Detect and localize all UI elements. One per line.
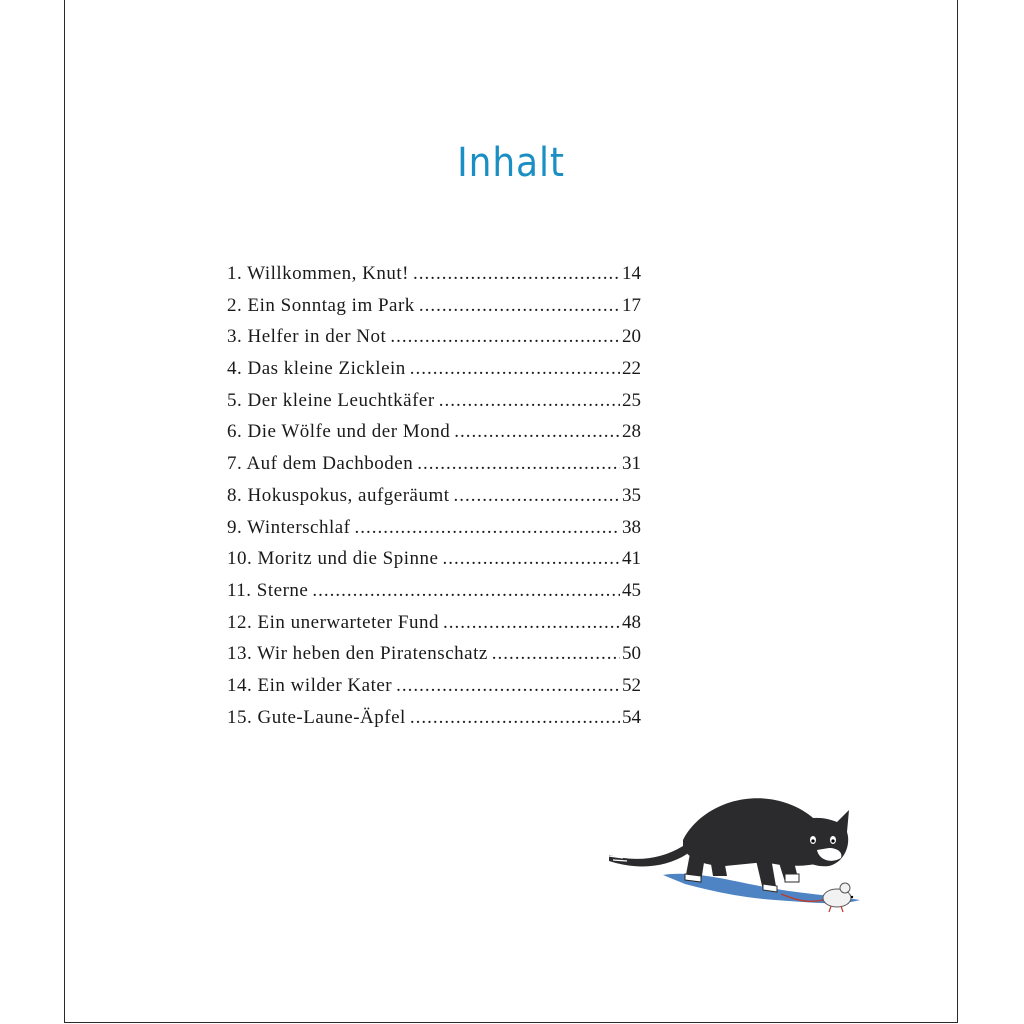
toc-entry <box>227 448 641 480</box>
toc-entry-label: 7. Auf dem Dachboden <box>227 453 414 475</box>
toc-entry-label: 12. Ein unerwarteter Fund <box>227 611 439 633</box>
toc-page-number: 45 <box>622 579 641 601</box>
toc-entry-label: 3. Helfer in der Not <box>227 326 387 348</box>
toc-page-number: 25 <box>622 389 641 411</box>
toc-page-number: 48 <box>622 611 641 633</box>
toc-page-number: 35 <box>622 484 641 506</box>
toc-entry <box>227 258 641 290</box>
toc-entry <box>227 607 641 639</box>
toc-entry <box>227 670 641 702</box>
table-of-contents <box>227 258 641 733</box>
toc-entry-label: 14. Ein wilder Kater <box>227 674 393 696</box>
toc-leader-dots <box>410 353 620 385</box>
toc-entry <box>227 543 641 575</box>
toc-entry-label: 10. Moritz und die Spinne <box>227 548 439 570</box>
page-title: Inhalt <box>457 140 565 186</box>
toc-leader-dots <box>390 321 620 353</box>
toc-leader-dots <box>454 480 620 512</box>
toc-entry-label: 6. Die Wölfe und der Mond <box>227 421 451 443</box>
toc-page-number: 22 <box>622 358 641 380</box>
toc-entry-label: 13. Wir heben den Piratenschatz <box>227 643 488 665</box>
book-page <box>64 0 958 1023</box>
toc-leader-dots <box>442 543 620 575</box>
toc-entry <box>227 575 641 607</box>
cat-and-mouse-illustration <box>605 770 867 925</box>
toc-entry-label: 9. Winterschlaf <box>227 516 351 538</box>
toc-entry <box>227 702 641 734</box>
toc-leader-dots <box>492 638 620 670</box>
toc-leader-dots <box>312 575 620 607</box>
toc-leader-dots <box>396 670 620 702</box>
toc-entry-label: 2. Ein Sonntag im Park <box>227 294 415 316</box>
toc-leader-dots <box>439 385 620 417</box>
toc-leader-dots <box>355 512 620 544</box>
toc-leader-dots <box>443 607 620 639</box>
toc-page-number: 31 <box>622 453 641 475</box>
mouse-ear <box>840 883 850 893</box>
toc-entry <box>227 416 641 448</box>
toc-page-number: 38 <box>622 516 641 538</box>
toc-entry <box>227 512 641 544</box>
toc-page-number: 17 <box>622 294 641 316</box>
toc-leader-dots <box>419 290 620 322</box>
toc-page-number: 50 <box>622 643 641 665</box>
toc-entry <box>227 480 641 512</box>
toc-leader-dots <box>417 448 620 480</box>
cat-tail <box>609 846 687 866</box>
toc-leader-dots <box>410 702 620 734</box>
toc-page-number: 14 <box>622 263 641 284</box>
toc-entry <box>227 638 641 670</box>
toc-entry-label: 15. Gute-Laune-Äpfel <box>227 706 406 728</box>
toc-entry <box>227 321 641 353</box>
toc-entry <box>227 353 641 385</box>
toc-entry-label: 4. Das kleine Zicklein <box>227 358 406 380</box>
toc-page-number: 54 <box>622 706 641 728</box>
toc-page-number: 20 <box>622 326 641 348</box>
toc-page-number: 52 <box>622 674 641 696</box>
toc-entry-label: 5. Der kleine Leuchtkäfer <box>227 389 435 411</box>
toc-entry-label: 11. Sterne <box>227 579 309 601</box>
toc-page-number: 28 <box>622 421 641 443</box>
toc-entry-label: 1. Willkommen, Knut! <box>227 263 409 284</box>
toc-entry-label: 8. Hokuspokus, aufgeräumt <box>227 484 450 506</box>
toc-page-number: 41 <box>622 548 641 570</box>
toc-leader-dots <box>454 416 620 448</box>
toc-entry <box>227 385 641 417</box>
toc-leader-dots <box>413 258 620 290</box>
toc-entry <box>227 290 641 322</box>
